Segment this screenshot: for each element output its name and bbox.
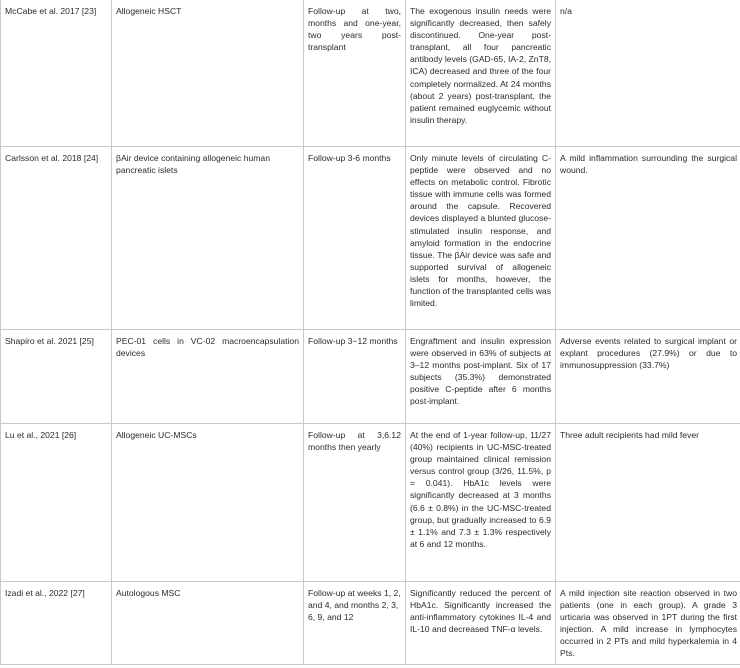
study-cell: Lu et al., 2021 [26]	[1, 424, 112, 582]
therapy-cell: Autologous MSC	[112, 582, 304, 665]
follow-up-cell: Follow-up 3−12 months	[304, 330, 406, 424]
study-cell: Izadi et al., 2022 [27]	[1, 582, 112, 665]
outcome-cell: Only minute levels of circulating C-peptide were observed and no effects on metabolic control. Fibrotic tissue with immune cells was formed around the capsule. Recovered devices displayed a blunted glucose-stimulated insulin response, and amyloid formation in the endocrine tissue. The βAir device was safe and supported survival of allogeneic islets for months, however, the function of the transplanted cells was limited.	[406, 147, 556, 330]
adverse-events-cell: Three adult recipients had mild fever	[556, 424, 740, 582]
therapy-cell: βAir device containing allogeneic human pancreatic islets	[112, 147, 304, 330]
adverse-events-cell: Adverse events related to surgical implant or explant procedures (27.9%) or due to immunosuppression (33.7%)	[556, 330, 740, 424]
adverse-events-cell: n/a	[556, 0, 740, 147]
adverse-events-cell: A mild injection site reaction observed in two patients (one in each group). A grade 3 urticaria was observed in 1PT during the first injection. A mild increase in lymphocytes occurred in 2 PTs and mild hyperkalemia in 4 Pts.	[556, 582, 740, 665]
outcome-cell: At the end of 1-year follow-up, 11/27 (40%) recipients in UC-MSC-treated group maintained clinical remission versus control group (3/26, 11.5%, p = 0.041). HbA1c levels were significantly decreased at 3 months (6.6 ± 0.8%) in the UC-MSC-treated group, but gradually increased to 6.9 ± 1.1% and 7.3 ± 1.3% respectively at 6 and 12 months.	[406, 424, 556, 582]
adverse-events-cell: A mild inflammation surrounding the surgical wound.	[556, 147, 740, 330]
table-row	[1, 147, 740, 330]
table-row	[1, 424, 740, 582]
therapy-cell: Allogeneic UC-MSCs	[112, 424, 304, 582]
outcome-cell: Engraftment and insulin expression were observed in 63% of subjects at 3–12 months post-implant. Six of 17 subjects (35.3%) demonstrated positive C-peptide after 6 months post-implant.	[406, 330, 556, 424]
table-row	[1, 582, 740, 665]
outcome-cell: The exogenous insulin needs were significantly decreased, then safely discontinued. One-year post-transplant, all four pancreatic antibody levels (GAD-65, IA-2, ZnT8, ICA) decreased and three of the four completely normalized. At 24 months (about 2 years) post-transplant, the patient remained euglycemic without insulin therapy.	[406, 0, 556, 147]
therapy-cell: PEC-01 cells in VC-02 macroencapsulation devices	[112, 330, 304, 424]
follow-up-cell: Follow-up 3-6 months	[304, 147, 406, 330]
study-cell: McCabe et al. 2017 [23]	[1, 0, 112, 147]
follow-up-cell: Follow-up at 3,6.12 months then yearly	[304, 424, 406, 582]
study-cell: Shapiro et al. 2021 [25]	[1, 330, 112, 424]
table-row	[1, 330, 740, 424]
follow-up-cell: Follow-up at weeks 1, 2, and 4, and months 2, 3, 6, 9, and 12	[304, 582, 406, 665]
table-row	[1, 0, 740, 147]
therapy-cell: Allogeneic HSCT	[112, 0, 304, 147]
follow-up-cell: Follow-up at two, months and one-year, two years post-transplant	[304, 0, 406, 147]
outcome-cell: Significantly reduced the percent of HbA1c. Significantly increased the anti-inflammatory cytokines IL-4 and IL-10 and decreased TNF-α levels.	[406, 582, 556, 665]
study-cell: Carlsson et al. 2018 [24]	[1, 147, 112, 330]
